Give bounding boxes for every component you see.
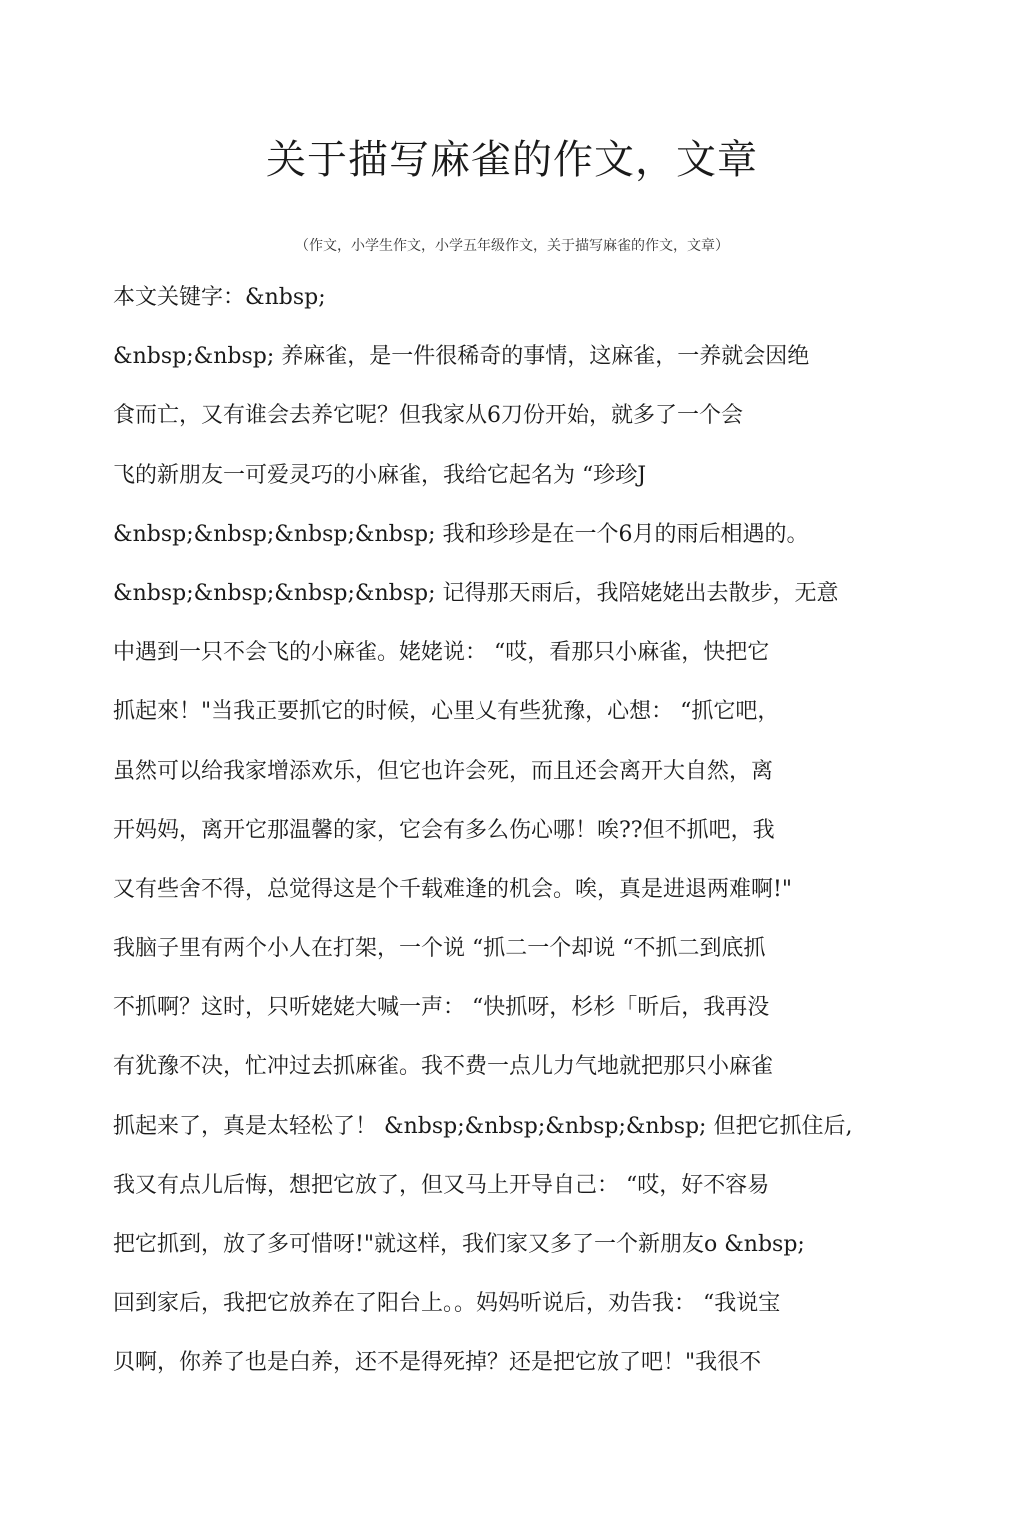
body-line: 抓起来了，真是太轻松了！ &nbsp;&nbsp;&nbsp;&nbsp; 但把它抓住后, [113,1113,853,1139]
body-line: 虽然可以给我家增添欢乐，但它也许会死，而且还会离开大自然，离 [113,758,774,784]
body-line: 本文关键字：&nbsp; [113,285,326,310]
body-line: 回到家后，我把它放养在了阳台上。。妈妈听说后，劝告我： “我说宝 [113,1291,781,1317]
body-line: 不抓啊？这时，只听姥姥大喊一声： “快抓呀，杉杉「昕后，我再没 [113,995,770,1021]
body-line: 飞的新朋友一可爱灵巧的小麻雀，我给它起名为 “珍珍J [113,462,647,488]
body-line: 我又有点儿后悔，想把它放了，但又马上开导自己： “哎，好不容易 [113,1172,770,1198]
body-line: &nbsp;&nbsp;&nbsp;&nbsp; 我和珍珍是在一个6月的雨后相遇的。 [113,521,809,547]
document-tags: （作文，小学生作文，小学五年级作文，关于描写麻雀的作文，文章） [295,238,729,254]
body-line: 食而亡，又有谁会去养它呢？但我家从6刀份开始，就多了一个会 [113,403,743,429]
body-line: 中遇到一只不会飞的小麻雀。姥姥说： “哎，看那只小麻雀，快把它 [113,640,770,666]
body-line: 把它抓到，放了多可惜呀!"就这样，我们家又多了一个新朋友o &nbsp; [113,1232,805,1257]
body-line: 我脑子里有两个小人在打架，一个说 “抓二一个却说 “不抓二到底抓 [113,936,766,962]
body-line: &nbsp;&nbsp; 养麻雀，是一件很稀奇的事情，这麻雀，一养就会因绝 [113,344,810,370]
body-line: 贝啊，你养了也是白养，还不是得死掉？还是把它放了吧！"我很不 [113,1350,762,1376]
body-line: &nbsp;&nbsp;&nbsp;&nbsp; 记得那天雨后，我陪姥姥出去散步，无意 [113,580,839,606]
body-line: 有犹豫不决，忙冲过去抓麻雀。我不费一点儿力气地就把那只小麻雀 [113,1054,774,1080]
document-title: 关于描写麻雀的作文，文章 [266,137,758,183]
body-line: 抓起來！"当我正要抓它的时候，心里乂有些犹豫，心想： “抓它吧， [113,699,780,725]
document-body [113,276,913,1401]
body-line: 又有些舍不得，总觉得这是个千载难逢的机会。唉，真是进退两难啊!" [113,876,792,902]
body-line: 开妈妈，离开它那温馨的家，它会有多么伤心哪！唉??但不抓吧，我 [113,817,775,843]
